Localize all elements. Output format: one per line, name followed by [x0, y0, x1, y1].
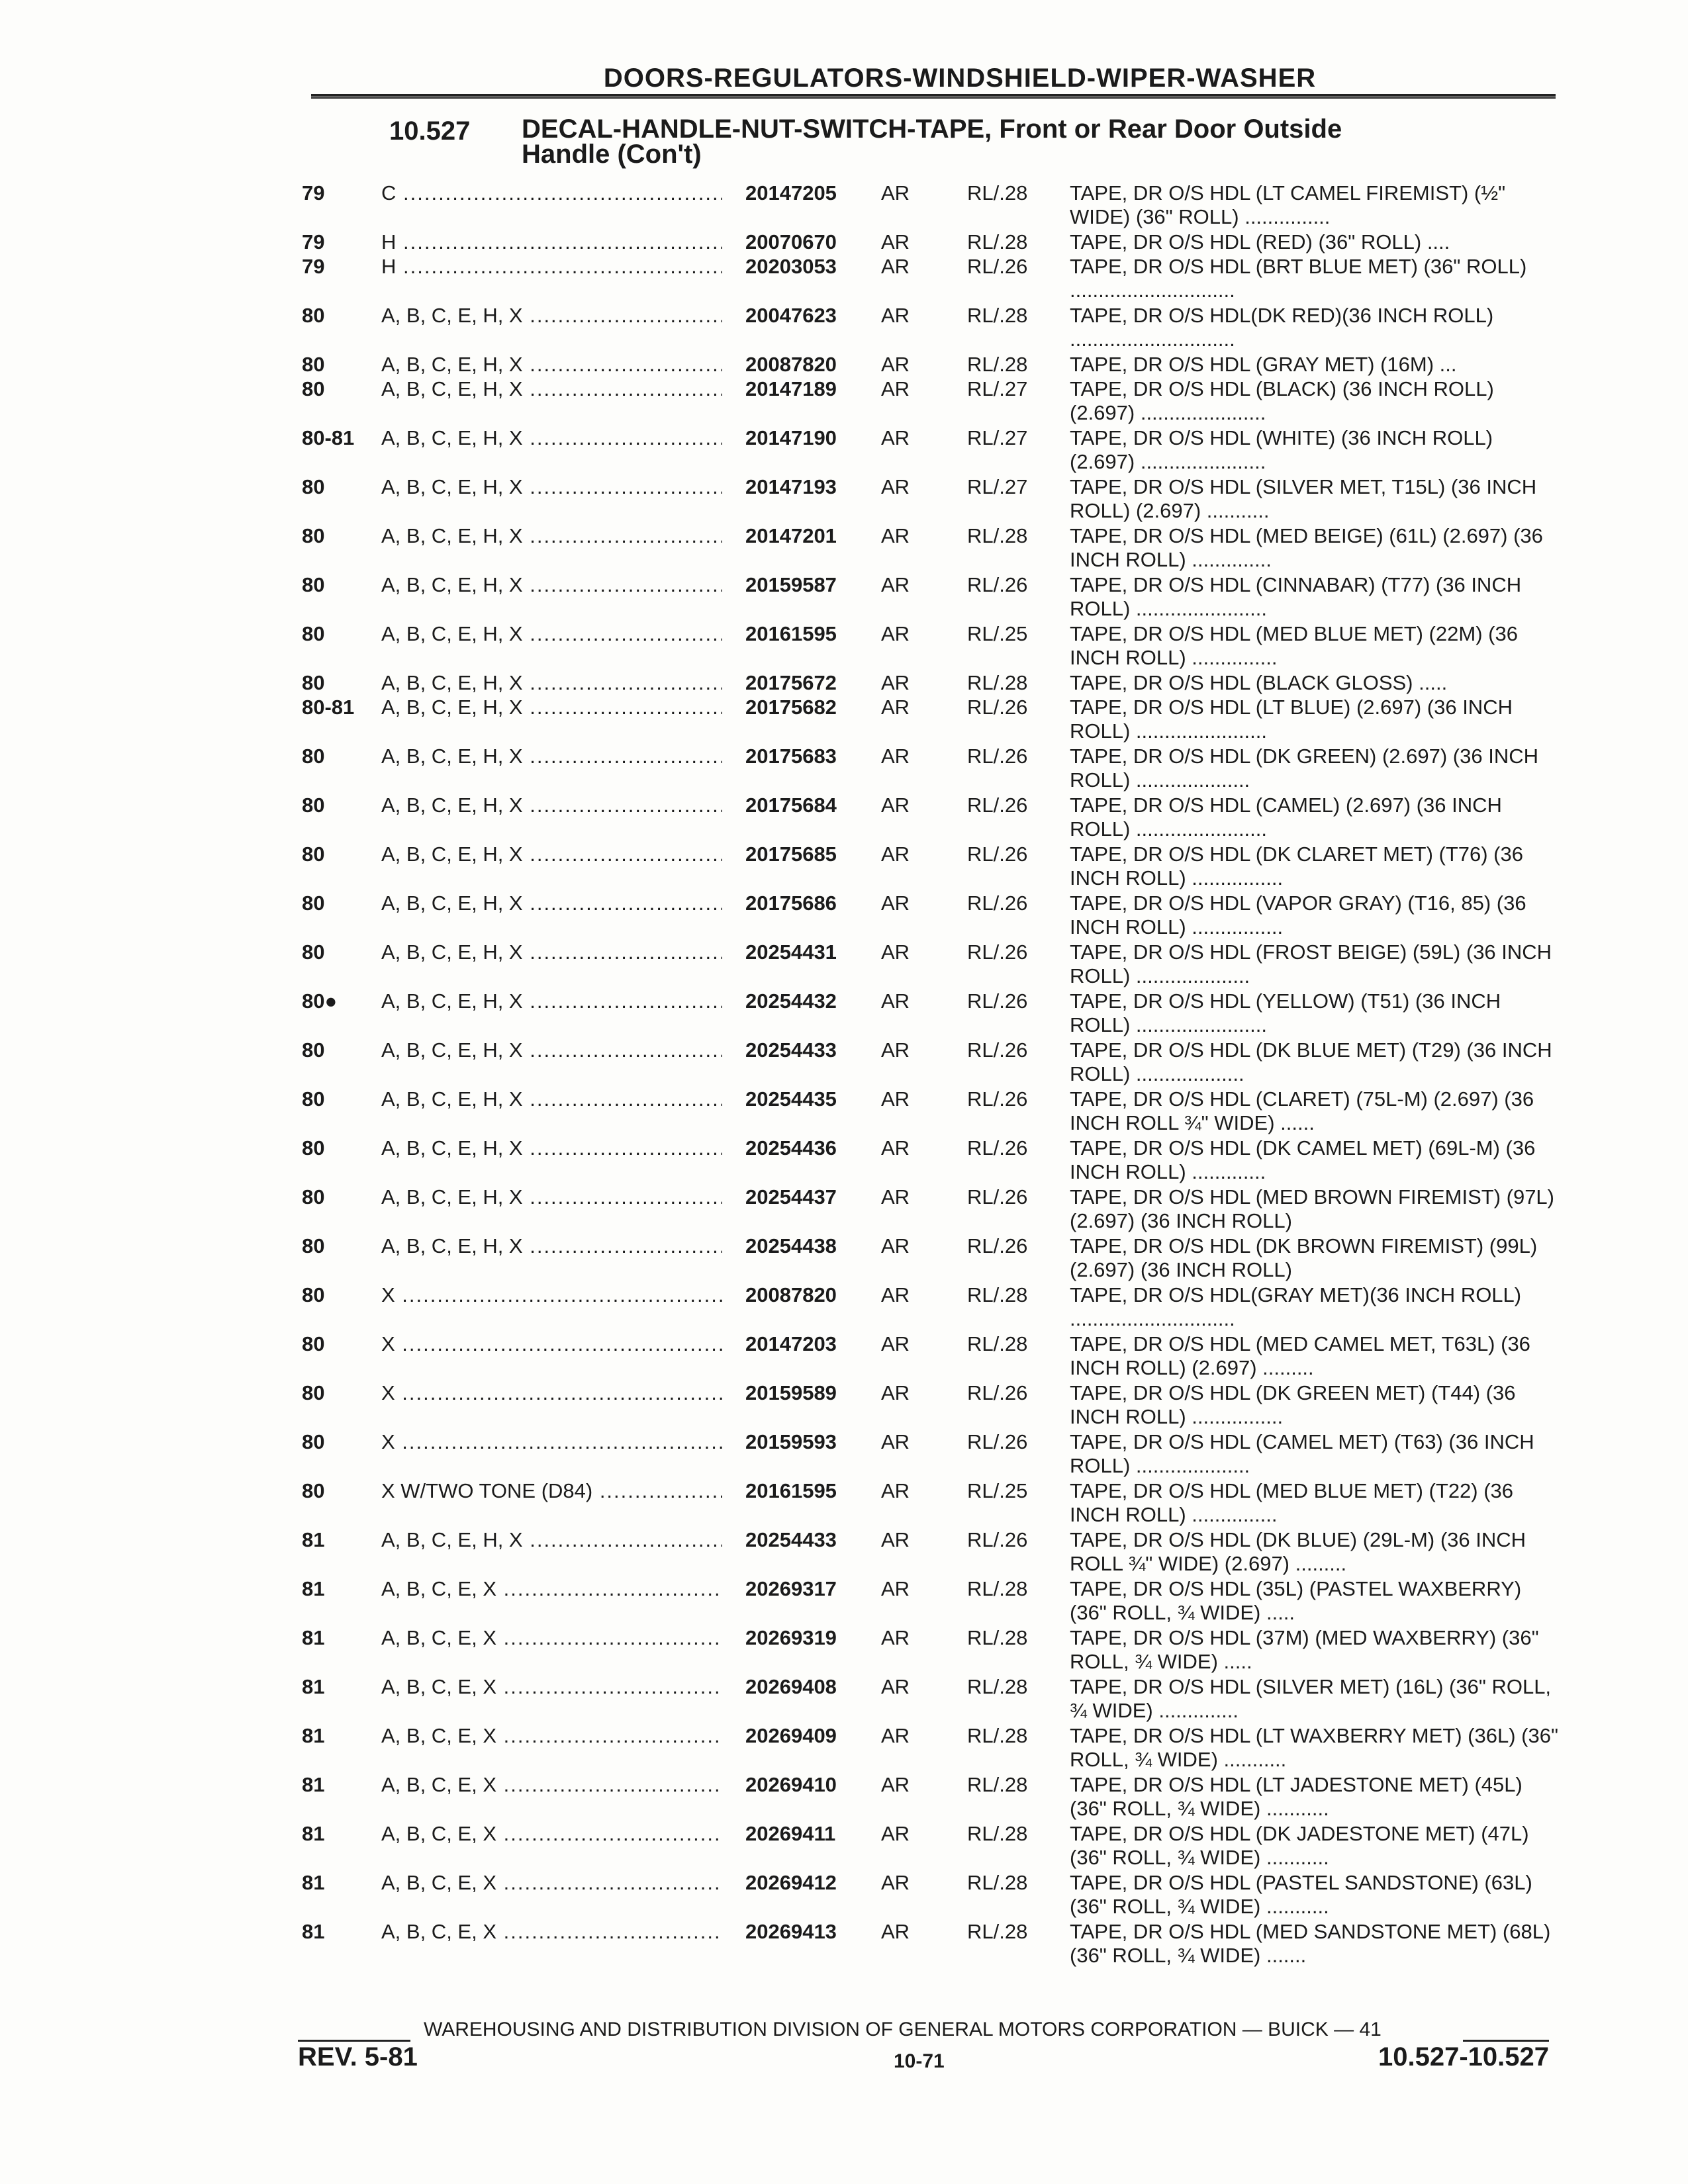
footer-rule-left — [298, 2040, 410, 2042]
reference-code: RL/.28 — [967, 181, 1028, 205]
model-year: 80 — [302, 1087, 325, 1111]
model-year: 80 — [302, 524, 325, 547]
part-number: 20159589 — [745, 1381, 878, 1405]
model-year: 80-81 — [302, 696, 355, 719]
part-description: TAPE, DR O/S HDL (MED CAMEL MET, T63L) (36 INCH ROLL) (2.697) ......... — [1070, 1332, 1530, 1379]
series-codes: A, B, C, E, H, X ..... — [381, 1038, 722, 1062]
reference-code: RL/.26 — [967, 1234, 1028, 1257]
reference-code: RL/.28 — [967, 671, 1028, 694]
reference-code: RL/.26 — [967, 940, 1028, 964]
model-year: 80 — [302, 1430, 325, 1453]
part-description: TAPE, DR O/S HDL (CLARET) (75L-M) (2.697) (36 INCH ROLL ¾" WIDE) ...... — [1070, 1087, 1534, 1134]
part-number: 20269408 — [745, 1675, 878, 1699]
part-number: 20254433 — [745, 1038, 878, 1062]
model-year: 80 — [302, 1381, 325, 1404]
part-number: 20175683 — [745, 745, 878, 768]
quantity: AR — [881, 353, 910, 376]
reference-code: RL/.26 — [967, 696, 1028, 719]
quantity: AR — [881, 1577, 910, 1600]
table-row — [302, 1087, 1560, 1136]
part-number: 20203053 — [745, 255, 878, 279]
table-row — [302, 891, 1560, 940]
part-number: 20269410 — [745, 1773, 878, 1797]
part-number: 20147203 — [745, 1332, 878, 1356]
model-year: 80 — [302, 377, 325, 400]
series-codes: H ..... — [381, 230, 722, 254]
part-description: TAPE, DR O/S HDL (VAPOR GRAY) (T16, 85) (36 INCH ROLL) ................ — [1070, 891, 1526, 938]
reference-code: RL/.26 — [967, 1430, 1028, 1453]
quantity: AR — [881, 1479, 910, 1502]
table-row — [302, 353, 1560, 377]
model-year: 80 — [302, 1185, 325, 1208]
quantity: AR — [881, 989, 910, 1013]
part-description: TAPE, DR O/S HDL (GRAY MET) (16M) ... — [1070, 353, 1457, 376]
quantity: AR — [881, 1528, 910, 1551]
quantity: AR — [881, 1332, 910, 1355]
part-description: TAPE, DR O/S HDL(GRAY MET)(36 INCH ROLL) ............................. — [1070, 1283, 1522, 1330]
model-year: 80 — [302, 891, 325, 915]
series-codes: A, B, C, E, H, X ..... — [381, 940, 722, 964]
quantity: AR — [881, 1430, 910, 1453]
model-year: 80 — [302, 1283, 325, 1306]
part-number: 20269412 — [745, 1871, 878, 1895]
part-description: TAPE, DR O/S HDL (DK BROWN FIREMIST) (99L) (2.697) (36 INCH ROLL) — [1070, 1234, 1538, 1281]
reference-code: RL/.28 — [967, 1675, 1028, 1698]
reference-code: RL/.27 — [967, 475, 1028, 498]
series-codes: A, B, C, E, X ..... — [381, 1773, 722, 1797]
model-year: 81 — [302, 1626, 325, 1649]
quantity: AR — [881, 181, 910, 205]
table-row — [302, 1528, 1560, 1577]
quantity: AR — [881, 1234, 910, 1257]
table-row — [302, 1038, 1560, 1087]
table-row — [302, 1724, 1560, 1773]
series-codes: X W/TWO TONE (D84) ..... — [381, 1479, 722, 1503]
model-year: 80-81 — [302, 426, 355, 449]
model-year: 80 — [302, 842, 325, 866]
model-year: 81 — [302, 1822, 325, 1845]
part-number: 20175685 — [745, 842, 878, 866]
reference-code: RL/.26 — [967, 1038, 1028, 1062]
series-codes: A, B, C, E, H, X ..... — [381, 377, 722, 401]
quantity: AR — [881, 842, 910, 866]
part-number: 20254437 — [745, 1185, 878, 1209]
model-year: 80 — [302, 353, 325, 376]
part-description: TAPE, DR O/S HDL (SILVER MET) (16L) (36" ROLL, ¾ WIDE) .............. — [1070, 1675, 1552, 1722]
table-row — [302, 794, 1560, 842]
part-number: 20269413 — [745, 1920, 878, 1944]
table-row — [302, 1283, 1560, 1332]
table-row — [302, 1871, 1560, 1920]
model-year: 80 — [302, 1332, 325, 1355]
series-codes: A, B, C, E, H, X ..... — [381, 671, 722, 695]
part-description: TAPE, DR O/S HDL (CAMEL MET) (T63) (36 INCH ROLL) .................... — [1070, 1430, 1534, 1477]
quantity: AR — [881, 696, 910, 719]
part-description: TAPE, DR O/S HDL (PASTEL SANDSTONE) (63L) (36" ROLL, ¾ WIDE) ........... — [1070, 1871, 1532, 1918]
reference-code: RL/.26 — [967, 891, 1028, 915]
model-year: 80 — [302, 940, 325, 964]
table-row — [302, 622, 1560, 671]
series-codes: H ..... — [381, 255, 722, 279]
reference-code: RL/.25 — [967, 1479, 1028, 1502]
footer-division: WAREHOUSING AND DISTRIBUTION DIVISION OF GENERAL MOTORS CORPORATION — BUICK — 41 — [424, 2019, 1382, 2040]
part-description: TAPE, DR O/S HDL (DK BLUE MET) (T29) (36 INCH ROLL) ................... — [1070, 1038, 1552, 1085]
quantity: AR — [881, 622, 910, 645]
quantity: AR — [881, 524, 910, 547]
model-year: 81 — [302, 1528, 325, 1551]
reference-code: RL/.26 — [967, 794, 1028, 817]
table-row — [302, 524, 1560, 573]
table-row — [302, 745, 1560, 794]
quantity: AR — [881, 940, 910, 964]
quantity: AR — [881, 1724, 910, 1747]
part-number: 20147189 — [745, 377, 878, 401]
part-description: TAPE, DR O/S HDL (BRT BLUE MET) (36" ROLL) ............................. — [1070, 255, 1527, 302]
part-description: TAPE, DR O/S HDL (DK JADESTONE MET) (47L) (36" ROLL, ¾ WIDE) ........... — [1070, 1822, 1529, 1869]
quantity: AR — [881, 1038, 910, 1062]
reference-code: RL/.28 — [967, 353, 1028, 376]
model-year: 80 — [302, 1136, 325, 1160]
section-title-line1: DECAL-HANDLE-NUT-SWITCH-TAPE, Front or Rear Door Outside — [522, 114, 1342, 144]
quantity: AR — [881, 255, 910, 278]
model-year: 80 — [302, 745, 325, 768]
reference-code: RL/.26 — [967, 1381, 1028, 1404]
model-year: 80 — [302, 794, 325, 817]
reference-code: RL/.28 — [967, 1283, 1028, 1306]
model-year: 79 — [302, 255, 325, 278]
model-year: 81 — [302, 1724, 325, 1747]
part-number: 20159593 — [745, 1430, 878, 1454]
reference-code: RL/.26 — [967, 842, 1028, 866]
part-number: 20161595 — [745, 622, 878, 646]
series-codes: A, B, C, E, H, X ..... — [381, 794, 722, 817]
part-description: TAPE, DR O/S HDL (LT WAXBERRY MET) (36L) (36" ROLL, ¾ WIDE) ........... — [1070, 1724, 1558, 1771]
table-row — [302, 1773, 1560, 1822]
series-codes: A, B, C, E, H, X ..... — [381, 1136, 722, 1160]
model-year: 79 — [302, 230, 325, 253]
quantity: AR — [881, 1773, 910, 1796]
model-year: 79 — [302, 181, 325, 205]
quantity: AR — [881, 794, 910, 817]
part-description: TAPE, DR O/S HDL (LT CAMEL FIREMIST) (½" WIDE) (36" ROLL) ............... — [1070, 181, 1506, 228]
part-number: 20254438 — [745, 1234, 878, 1258]
series-codes: A, B, C, E, H, X ..... — [381, 891, 722, 915]
reference-code: RL/.26 — [967, 1185, 1028, 1208]
series-codes: A, B, C, E, H, X ..... — [381, 1234, 722, 1258]
quantity: AR — [881, 304, 910, 327]
part-number: 20147190 — [745, 426, 878, 450]
part-description: TAPE, DR O/S HDL (BLACK) (36 INCH ROLL) (2.697) ...................... — [1070, 377, 1494, 424]
quantity: AR — [881, 1136, 910, 1160]
quantity: AR — [881, 891, 910, 915]
quantity: AR — [881, 475, 910, 498]
part-number: 20175684 — [745, 794, 878, 817]
part-description: TAPE, DR O/S HDL (LT BLUE) (2.697) (36 INCH ROLL) ....................... — [1070, 696, 1513, 743]
parts-list — [302, 181, 1560, 1969]
part-number: 20161595 — [745, 1479, 878, 1503]
table-row — [302, 940, 1560, 989]
part-number: 20147201 — [745, 524, 878, 548]
series-codes: A, B, C, E, H, X ..... — [381, 696, 722, 719]
part-number: 20047623 — [745, 304, 878, 328]
quantity: AR — [881, 377, 910, 400]
reference-code: RL/.28 — [967, 1773, 1028, 1796]
quantity: AR — [881, 745, 910, 768]
part-description: TAPE, DR O/S HDL (SILVER MET, T15L) (36 INCH ROLL) (2.697) ........... — [1070, 475, 1537, 522]
part-description: TAPE, DR O/S HDL (LT JADESTONE MET) (45L) (36" ROLL, ¾ WIDE) ........... — [1070, 1773, 1523, 1820]
part-description: TAPE, DR O/S HDL(DK RED)(36 INCH ROLL) ............................. — [1070, 304, 1494, 351]
table-row — [302, 573, 1560, 622]
part-description: TAPE, DR O/S HDL (37M) (MED WAXBERRY) (36" ROLL, ¾ WIDE) ..... — [1070, 1626, 1539, 1673]
series-codes: A, B, C, E, H, X ..... — [381, 1528, 722, 1552]
series-codes: A, B, C, E, H, X ..... — [381, 842, 722, 866]
reference-code: RL/.28 — [967, 1332, 1028, 1355]
part-number: 20175682 — [745, 696, 878, 719]
table-row — [302, 304, 1560, 353]
series-codes: A, B, C, E, X ..... — [381, 1577, 722, 1601]
part-number: 20254435 — [745, 1087, 878, 1111]
quantity: AR — [881, 230, 910, 253]
quantity: AR — [881, 1871, 910, 1894]
reference-code: RL/.26 — [967, 1136, 1028, 1160]
footer-section-range: 10.527-10.527 — [1378, 2042, 1549, 2071]
table-row — [302, 1430, 1560, 1479]
part-description: TAPE, DR O/S HDL (MED SANDSTONE MET) (68L) (36" ROLL, ¾ WIDE) ....... — [1070, 1920, 1551, 1967]
table-row — [302, 1675, 1560, 1724]
reference-code: RL/.28 — [967, 230, 1028, 253]
model-year: 80 — [302, 1234, 325, 1257]
part-description: TAPE, DR O/S HDL (MED BLUE MET) (T22) (36 INCH ROLL) ............... — [1070, 1479, 1514, 1526]
table-row — [302, 1185, 1560, 1234]
part-number: 20269411 — [745, 1822, 878, 1846]
table-row — [302, 475, 1560, 524]
quantity: AR — [881, 1283, 910, 1306]
quantity: AR — [881, 671, 910, 694]
table-row — [302, 989, 1560, 1038]
model-year: 80 — [302, 1038, 325, 1062]
table-row — [302, 1822, 1560, 1871]
quantity: AR — [881, 1920, 910, 1943]
series-codes: A, B, C, E, H, X ..... — [381, 1185, 722, 1209]
series-codes: A, B, C, E, X ..... — [381, 1822, 722, 1846]
model-year: 80 — [302, 1479, 325, 1502]
series-codes: A, B, C, E, H, X ..... — [381, 304, 722, 328]
table-row — [302, 1381, 1560, 1430]
table-row — [302, 671, 1560, 696]
part-number: 20254431 — [745, 940, 878, 964]
table-row — [302, 181, 1560, 230]
table-row — [302, 230, 1560, 255]
series-codes: A, B, C, E, H, X ..... — [381, 989, 722, 1013]
part-description: TAPE, DR O/S HDL (YELLOW) (T51) (36 INCH ROLL) ....................... — [1070, 989, 1501, 1036]
table-row — [302, 696, 1560, 745]
quantity: AR — [881, 1381, 910, 1404]
model-year: 80 — [302, 573, 325, 596]
reference-code: RL/.26 — [967, 255, 1028, 278]
part-description: TAPE, DR O/S HDL (RED) (36" ROLL) .... — [1070, 230, 1450, 253]
part-description: TAPE, DR O/S HDL (DK BLUE) (29L-M) (36 INCH ROLL ¾" WIDE) (2.697) ......... — [1070, 1528, 1526, 1575]
table-row — [302, 1234, 1560, 1283]
quantity: AR — [881, 1626, 910, 1649]
footer-page-number: 10-71 — [894, 2050, 945, 2072]
part-number: 20254433 — [745, 1528, 878, 1552]
table-row — [302, 377, 1560, 426]
series-codes: A, B, C, E, H, X ..... — [381, 524, 722, 548]
table-row — [302, 1577, 1560, 1626]
page-header-title: DOORS-REGULATORS-WINDSHIELD-WIPER-WASHER — [603, 64, 1317, 93]
footer-revision: REV. 5-81 — [298, 2042, 418, 2071]
series-codes: A, B, C, E, X ..... — [381, 1675, 722, 1699]
section-title-line2: Handle (Con't) — [522, 140, 702, 169]
model-year: 80 — [302, 622, 325, 645]
part-number: 20269409 — [745, 1724, 878, 1748]
part-number: 20147205 — [745, 181, 878, 205]
model-year: 80● — [302, 989, 338, 1013]
model-year: 80 — [302, 671, 325, 694]
series-codes: A, B, C, E, H, X ..... — [381, 573, 722, 597]
part-number: 20159587 — [745, 573, 878, 597]
part-number: 20269317 — [745, 1577, 878, 1601]
reference-code: RL/.26 — [967, 1087, 1028, 1111]
quantity: AR — [881, 1822, 910, 1845]
model-year: 81 — [302, 1773, 325, 1796]
table-row — [302, 1920, 1560, 1969]
part-description: TAPE, DR O/S HDL (DK GREEN) (2.697) (36 INCH ROLL) .................... — [1070, 745, 1538, 792]
part-description: TAPE, DR O/S HDL (WHITE) (36 INCH ROLL) (2.697) ...................... — [1070, 426, 1493, 473]
footer-rule-right — [1463, 2040, 1549, 2042]
reference-code: RL/.28 — [967, 1871, 1028, 1894]
part-description: TAPE, DR O/S HDL (DK GREEN MET) (T44) (36 INCH ROLL) ................ — [1070, 1381, 1516, 1428]
part-description: TAPE, DR O/S HDL (BLACK GLOSS) ..... — [1070, 671, 1448, 694]
reference-code: RL/.28 — [967, 1577, 1028, 1600]
series-codes: C ..... — [381, 181, 722, 205]
table-row — [302, 1479, 1560, 1528]
series-codes: A, B, C, E, H, X ..... — [381, 475, 722, 499]
reference-code: RL/.28 — [967, 1920, 1028, 1943]
model-year: 81 — [302, 1871, 325, 1894]
series-codes: X ..... — [381, 1430, 722, 1454]
part-number: 20254436 — [745, 1136, 878, 1160]
part-number: 20087820 — [745, 353, 878, 377]
model-year: 80 — [302, 304, 325, 327]
reference-code: RL/.26 — [967, 573, 1028, 596]
series-codes: X ..... — [381, 1283, 722, 1307]
series-codes: A, B, C, E, X ..... — [381, 1724, 722, 1748]
series-codes: A, B, C, E, X ..... — [381, 1626, 722, 1650]
model-year: 81 — [302, 1920, 325, 1943]
reference-code: RL/.26 — [967, 1528, 1028, 1551]
part-description: TAPE, DR O/S HDL (CINNABAR) (T77) (36 INCH ROLL) ....................... — [1070, 573, 1522, 620]
part-number: 20087820 — [745, 1283, 878, 1307]
series-codes: A, B, C, E, H, X ..... — [381, 622, 722, 646]
header-rule — [311, 94, 1556, 99]
series-codes: X ..... — [381, 1332, 722, 1356]
reference-code: RL/.26 — [967, 745, 1028, 768]
part-number: 20254432 — [745, 989, 878, 1013]
section-title — [522, 116, 1581, 167]
table-row — [302, 255, 1560, 304]
table-row — [302, 1626, 1560, 1675]
series-codes: A, B, C, E, H, X ..... — [381, 353, 722, 377]
reference-code: RL/.28 — [967, 1822, 1028, 1845]
table-row — [302, 426, 1560, 475]
part-description: TAPE, DR O/S HDL (MED BEIGE) (61L) (2.697) (36 INCH ROLL) .............. — [1070, 524, 1543, 571]
part-number: 20175672 — [745, 671, 878, 695]
table-row — [302, 842, 1560, 891]
part-description: TAPE, DR O/S HDL (DK CAMEL MET) (69L-M) (36 INCH ROLL) ............. — [1070, 1136, 1536, 1183]
series-codes: X ..... — [381, 1381, 722, 1405]
reference-code: RL/.28 — [967, 304, 1028, 327]
part-number: 20070670 — [745, 230, 878, 254]
model-year: 81 — [302, 1577, 325, 1600]
table-row — [302, 1136, 1560, 1185]
table-row — [302, 1332, 1560, 1381]
section-number: 10.527 — [389, 116, 471, 146]
quantity: AR — [881, 426, 910, 449]
reference-code: RL/.28 — [967, 524, 1028, 547]
model-year: 80 — [302, 475, 325, 498]
part-number: 20175686 — [745, 891, 878, 915]
part-description: TAPE, DR O/S HDL (DK CLARET MET) (T76) (36 INCH ROLL) ................ — [1070, 842, 1523, 889]
series-codes: A, B, C, E, H, X ..... — [381, 745, 722, 768]
part-description: TAPE, DR O/S HDL (MED BLUE MET) (22M) (36 INCH ROLL) ............... — [1070, 622, 1518, 669]
model-year: 81 — [302, 1675, 325, 1698]
part-description: TAPE, DR O/S HDL (35L) (PASTEL WAXBERRY) (36" ROLL, ¾ WIDE) ..... — [1070, 1577, 1522, 1624]
series-codes: A, B, C, E, X ..... — [381, 1871, 722, 1895]
reference-code: RL/.28 — [967, 1724, 1028, 1747]
reference-code: RL/.25 — [967, 622, 1028, 645]
part-description: TAPE, DR O/S HDL (FROST BEIGE) (59L) (36 INCH ROLL) .................... — [1070, 940, 1552, 987]
part-number: 20269319 — [745, 1626, 878, 1650]
series-codes: A, B, C, E, H, X ..... — [381, 426, 722, 450]
reference-code: RL/.27 — [967, 426, 1028, 449]
quantity: AR — [881, 1185, 910, 1208]
reference-code: RL/.27 — [967, 377, 1028, 400]
quantity: AR — [881, 1675, 910, 1698]
part-description: TAPE, DR O/S HDL (MED BROWN FIREMIST) (97L) (2.697) (36 INCH ROLL) — [1070, 1185, 1554, 1232]
part-number: 20147193 — [745, 475, 878, 499]
quantity: AR — [881, 1087, 910, 1111]
series-codes: A, B, C, E, H, X ..... — [381, 1087, 722, 1111]
reference-code: RL/.26 — [967, 989, 1028, 1013]
reference-code: RL/.28 — [967, 1626, 1028, 1649]
quantity: AR — [881, 573, 910, 596]
part-description: TAPE, DR O/S HDL (CAMEL) (2.697) (36 INCH ROLL) ....................... — [1070, 794, 1502, 841]
series-codes: A, B, C, E, X ..... — [381, 1920, 722, 1944]
